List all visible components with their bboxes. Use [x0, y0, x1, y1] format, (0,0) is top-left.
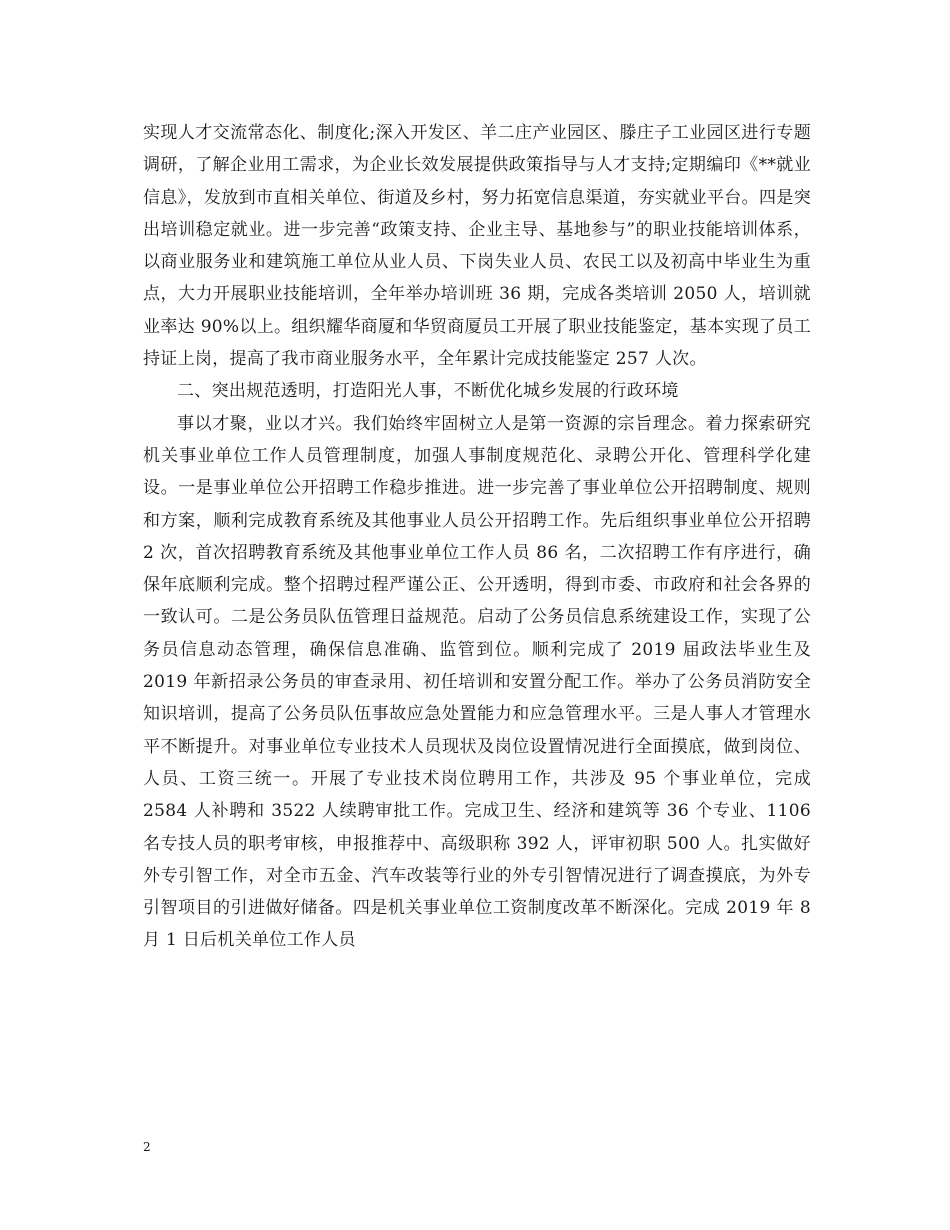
body-paragraph-continuation: 实现人才交流常态化、制度化;深入开发区、羊二庄产业园区、滕庄子工业园区进行专题调研，了解企业用工需求，为企业长效发展提供政策指导与人才支持;定期编印《**就业信息》，发放到市直相关单位、街道及乡村，努力拓宽信息渠道，夯实就业平台。四是突出培训稳定就业。进一步完善“政策支持、企业主导、基地参与”的职业技能培训体系，以商业服务业和建筑施工单位从业人员、下岗失业人员、农民工以及初高中毕业生为重点，大力开展职业技能培训，全年举办培训班 36 期，完成各类培训 2050 人，培训就业率达 90%以上。组织耀华商厦和华贸商厦员工开展了职业技能鉴定，基本实现了员工持证上岗，提高了我市商业服务水平，全年累计完成技能鉴定 257 人次。 [143, 123, 811, 370]
section-heading: 二、突出规范透明，打造阳光人事，不断优化城乡发展的行政环境 [177, 381, 679, 402]
document-body [143, 117, 811, 957]
page-number: 2 [143, 1140, 151, 1154]
body-paragraph: 事以才聚，业以才兴。我们始终牢固树立人是第一资源的宗旨理念。着力探索研究机关事业单位工作人员管理制度，加强人事制度规范化、录聘公开化、管理科学化建设。一是事业单位公开招聘工作稳步推进。进一步完善了事业单位公开招聘制度、规则和方案，顺利完成教育系统及其他事业人员公开招聘工作。先后组织事业单位公开招聘 2 次，首次招聘教育系统及其他事业单位工作人员 86 名，二次招聘工作有序进行，确保年底顺利完成。整个招聘过程严谨公正、公开透明，得到市委、市政府和社会各界的一致认可。二是公务员队伍管理日益规范。启动了公务员信息系统建设工作，实现了公务员信息动态管理，确保信息准确、监管到位。顺利完成了 2019 届政法毕业生及 2019 年新招录公务员的审查录用、初任培训和安置分配工作。举办了公务员消防安全知识培训，提高了公务员队伍事故应急处置能力和应急管理水平。三是人事人才管理水平不断提升。对事业单位专业技术人员现状及岗位设置情况进行全面摸底，做到岗位、人员、工资三统一。开展了专业技术岗位聘用工作，共涉及 95 个事业单位，完成 2584 人补聘和 3522 人续聘审批工作。完成卫生、经济和建筑等 36 个专业、1106 名专技人员的职考审核，申报推荐中、高级职称 392 人，评审初职 500 人。扎实做好外专引智工作，对全市五金、汽车改装等行业的外专引智情况进行了调查摸底，为外专引智项目的引进做好储备。四是机关事业单位工资制度改革不断深化。完成 2019 年 8 月 1 日后机关单位工作人员 [143, 413, 811, 951]
